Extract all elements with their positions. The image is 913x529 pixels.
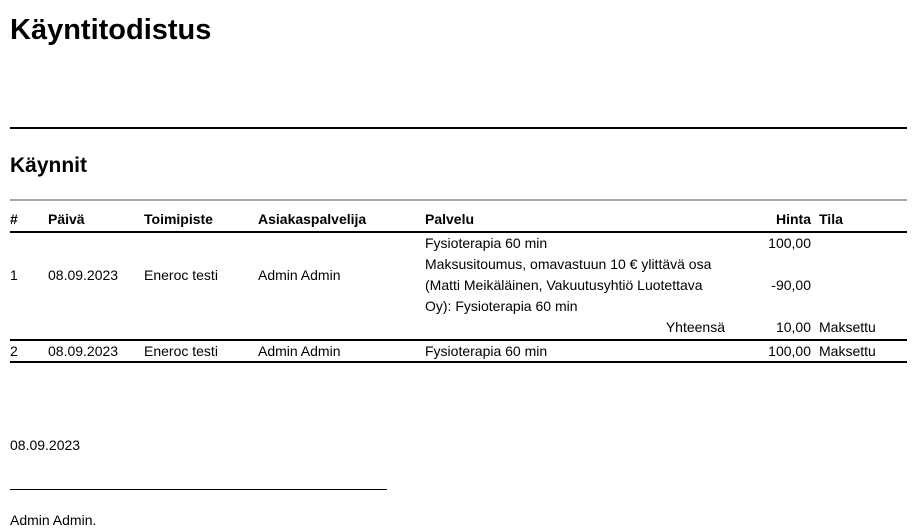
table-header-row — [10, 206, 907, 232]
visit-date: 08.09.2023 — [48, 266, 119, 283]
status-empty-cell — [819, 254, 907, 317]
service-line-price: -90,00 — [771, 277, 811, 293]
visit-office: Eneroc testi — [144, 343, 218, 359]
status-empty-cell — [819, 232, 907, 254]
service-line-text: Maksusitoumus, omavastuun 10 € ylittävä osa (Matti Meikäläinen, Vakuutusyhtiö Luotettava Oy): Fysioterapia 60 min — [425, 256, 712, 314]
column-header-price: Hinta — [776, 211, 811, 227]
document-title: Käyntitodistus — [10, 14, 212, 46]
service-line-price: 100,00 — [768, 343, 811, 359]
visit-date: 08.09.2023 — [48, 343, 119, 359]
column-header-date: Päivä — [48, 211, 85, 227]
visit-service-rep: Admin Admin — [258, 343, 341, 359]
table-row — [10, 340, 907, 362]
visit-service-rep: Admin Admin — [258, 266, 341, 283]
visit-number: 1 — [10, 266, 18, 283]
column-header-service-rep: Asiakaspalvelija — [258, 211, 367, 227]
signature-line — [10, 489, 387, 490]
visit-status: Maksettu — [819, 343, 876, 359]
signature-name: Admin Admin. — [10, 512, 97, 528]
column-header-service: Palvelu — [425, 211, 475, 227]
signature-date: 08.09.2023 — [10, 437, 81, 453]
service-line: Fysioterapia 60 min — [425, 235, 548, 251]
column-header-status: Tila — [819, 211, 843, 227]
section-divider — [10, 199, 907, 201]
total-label: Yhteensä — [665, 319, 725, 335]
service-line-price: 100,00 — [768, 235, 811, 251]
column-header-office: Toimipiste — [144, 211, 213, 227]
visits-section-title: Käynnit — [10, 154, 88, 177]
visit-office: Eneroc testi — [144, 266, 218, 283]
service-line: Fysioterapia 60 min — [425, 343, 548, 359]
title-divider — [10, 127, 907, 129]
total-value: 10,00 — [775, 319, 811, 335]
visits-table — [10, 206, 907, 363]
visit-total-row — [10, 317, 907, 340]
column-header-number: # — [10, 211, 18, 227]
table-row — [10, 232, 907, 254]
visit-number: 2 — [10, 343, 18, 359]
service-line — [425, 254, 725, 317]
visit-status: Maksettu — [819, 319, 876, 335]
